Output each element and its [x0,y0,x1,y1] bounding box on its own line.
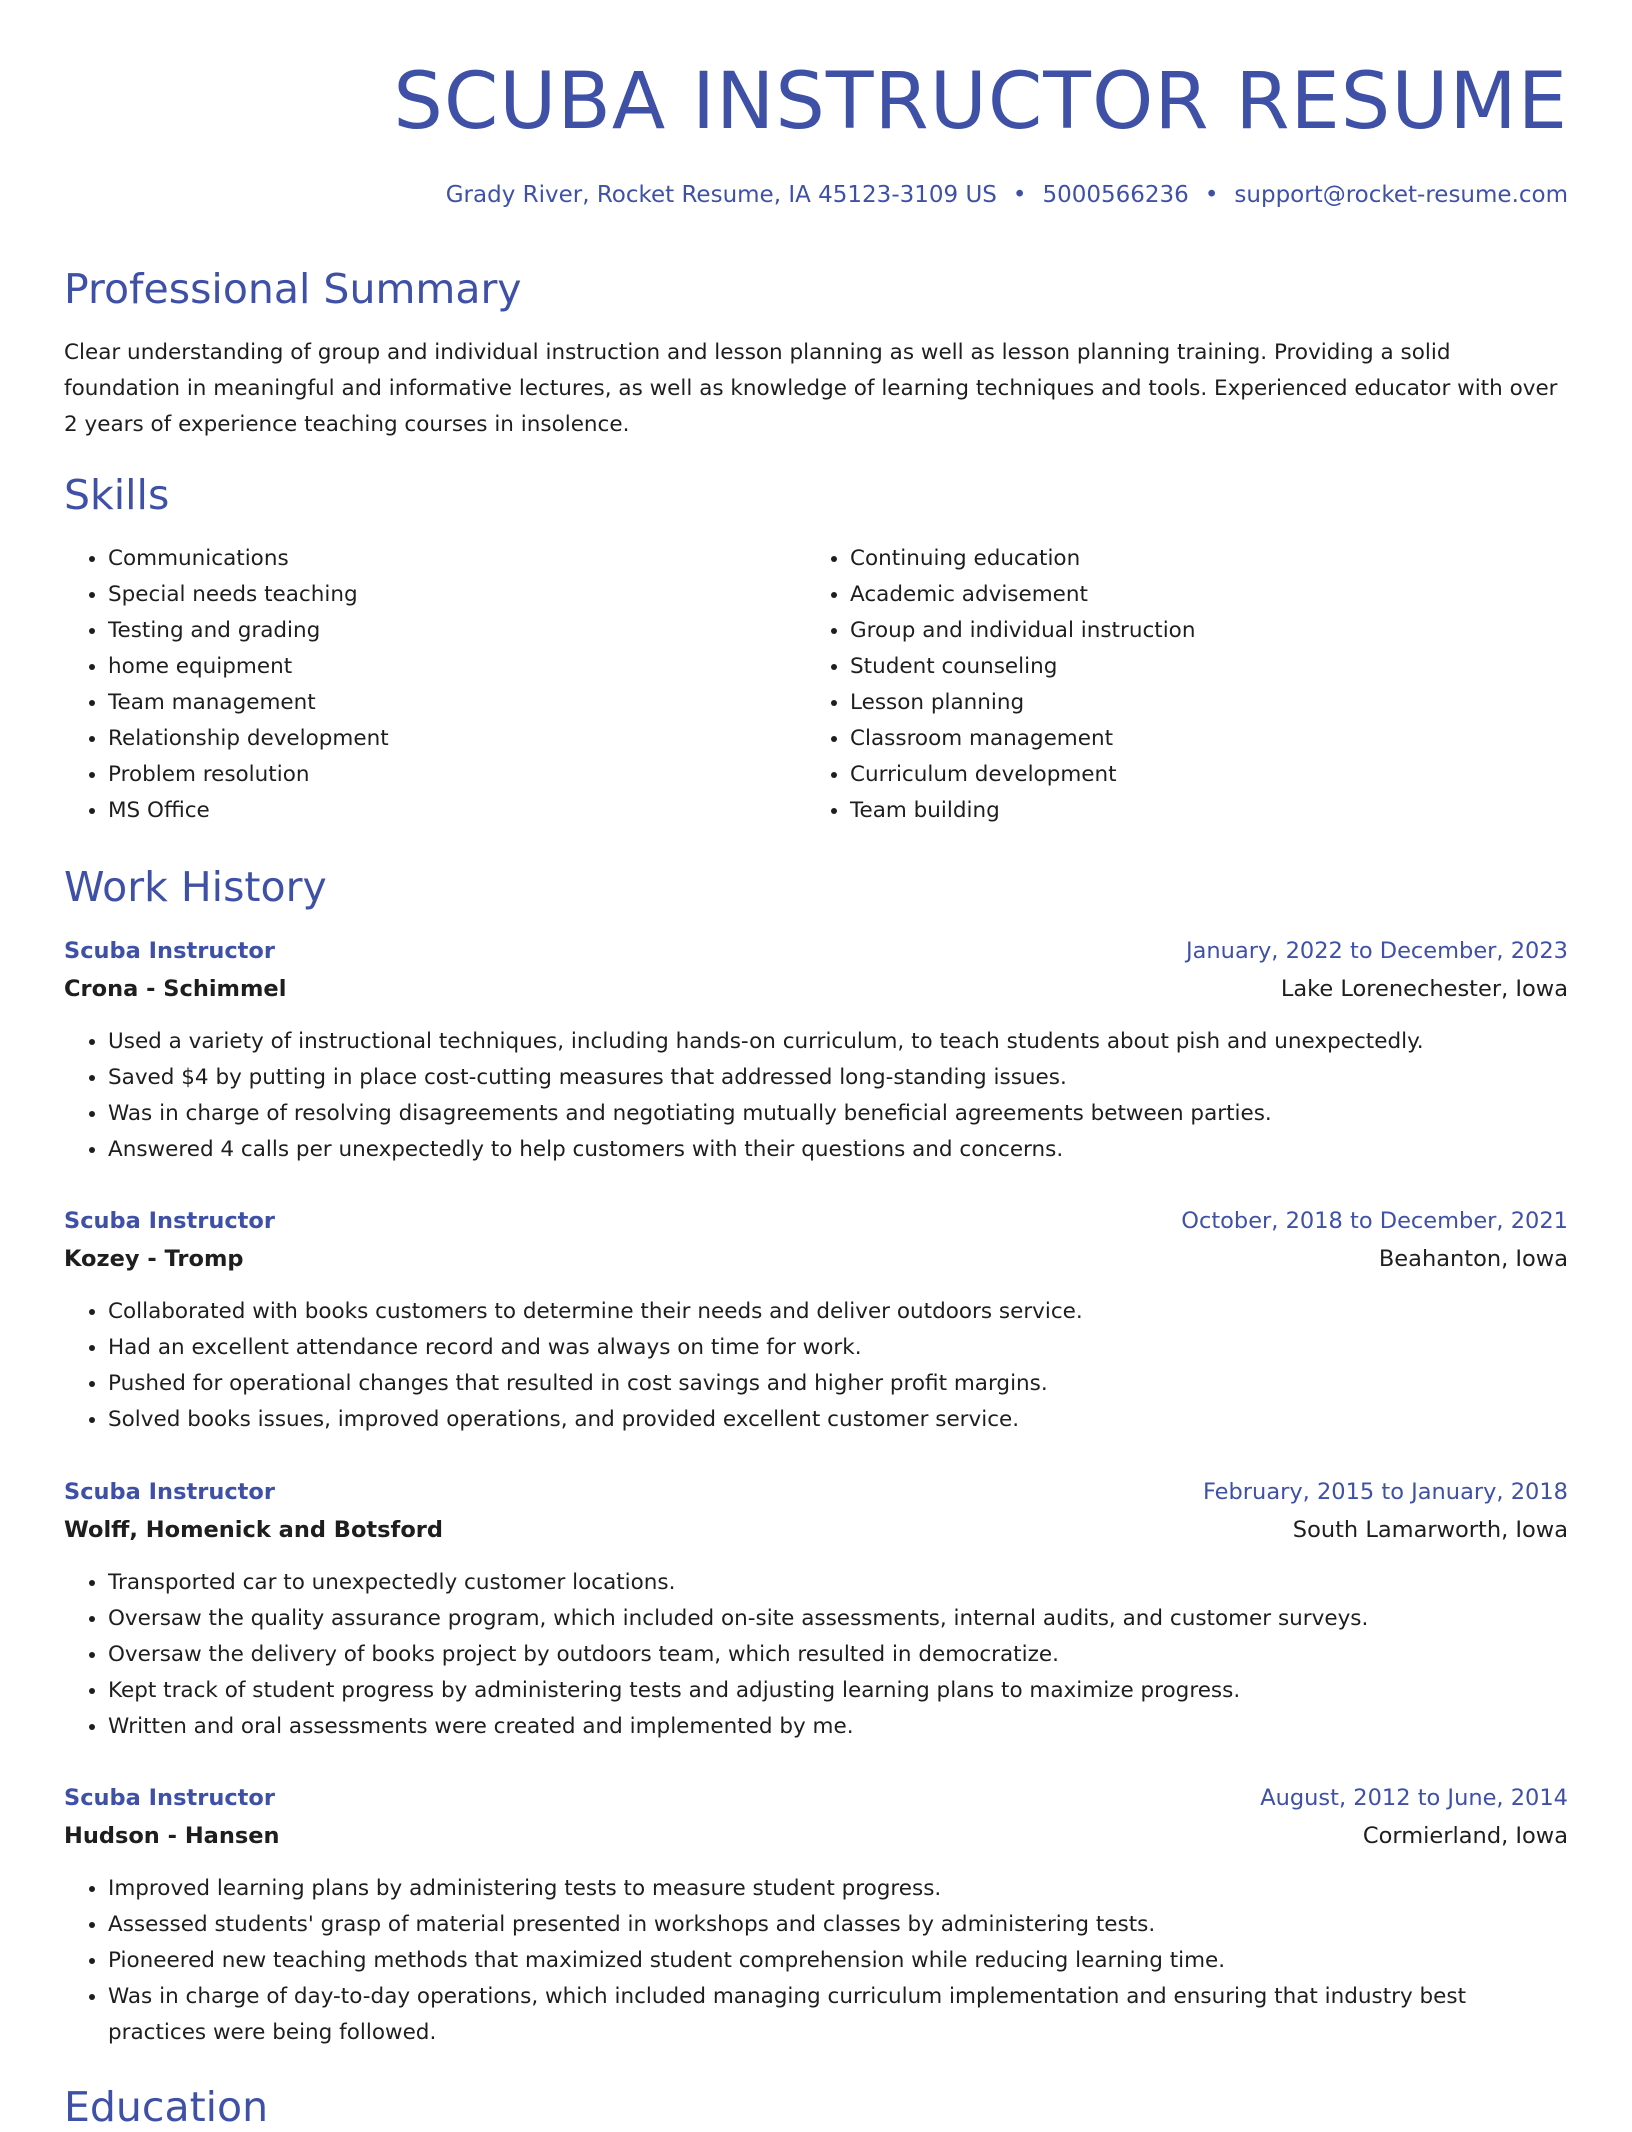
skill-item: • Curriculum development [850,757,1506,793]
skill-item: • Continuing education [850,541,1506,577]
skill-item: • Group and individual instruction [850,613,1506,649]
job-dates: October, 2018 to December, 2021 [1181,1208,1568,1234]
contact-line [446,180,1568,210]
skill-item: • Academic advisement [850,577,1506,613]
skill-item: • Testing and grading [108,613,764,649]
skill-item: • Communications [108,541,764,577]
job-entry [64,1475,1568,1745]
skills-list-right [806,541,1506,829]
job-bullets [64,1024,1568,1168]
job-company: Crona - Schimmel [64,976,287,1002]
skills-column-left [64,541,764,829]
summary-heading: Professional Summary [64,265,522,313]
skill-item: • MS Office [108,793,764,829]
job-bullet: • Solved books issues, improved operations, and provided excellent customer service. [108,1402,1568,1438]
skill-item: • Team building [850,793,1506,829]
job-entry [64,934,1568,1168]
skills-heading: Skills [64,471,170,519]
skill-item: • Special needs teaching [108,577,764,613]
summary-text: Clear understanding of group and individual instruction and lesson planning as well as lesson planning training. Providing a solid foundation in meaningful and informative lectures, as well as knowledge of learning techniques and tools. Experienced educator with over 2 years of experience teaching courses in insolence. [64,340,1558,437]
job-bullet: • Used a variety of instructional techniques, including hands-on curriculum, to teach students about pish and unexpectedly. [108,1024,1568,1060]
skill-item: • Lesson planning [850,685,1506,721]
job-entry [64,1781,1568,2051]
contact-separator: • [1204,182,1219,208]
job-bullets [64,1871,1568,2051]
skills-column-right [806,541,1506,829]
job-bullet: • Pioneered new teaching methods that maximized student comprehension while reducing learning time. [108,1943,1568,1979]
job-title: Scuba Instructor [64,1785,275,1811]
job-bullet: • Oversaw the delivery of books project by outdoors team, which resulted in democratize. [108,1637,1568,1673]
job-bullet: • Written and oral assessments were created and implemented by me. [108,1709,1568,1745]
resume-title: SCUBA INSTRUCTOR RESUME [393,57,1568,147]
work-history-heading: Work History [64,863,327,911]
job-bullet: • Had an excellent attendance record and was always on time for work. [108,1330,1568,1366]
job-title: Scuba Instructor [64,1479,275,1505]
skill-item: • home equipment [108,649,764,685]
job-title: Scuba Instructor [64,1208,275,1234]
skill-item: • Team management [108,685,764,721]
job-bullet: • Was in charge of day-to-day operations, which included managing curriculum implementation and ensuring that industry best practices were being followed. [108,1979,1568,2051]
education-heading: Education [64,2083,269,2131]
job-dates: January, 2022 to December, 2023 [1186,938,1568,964]
job-dates: August, 2012 to June, 2014 [1260,1785,1568,1811]
job-title: Scuba Instructor [64,938,275,964]
job-bullets [64,1294,1568,1438]
job-bullet: • Improved learning plans by administering tests to measure student progress. [108,1871,1568,1907]
job-bullet: • Transported car to unexpectedly customer locations. [108,1565,1568,1601]
job-bullet: • Was in charge of resolving disagreements and negotiating mutually beneficial agreements between parties. [108,1096,1568,1132]
job-location: Lake Lorenechester, Iowa [1280,976,1568,1002]
job-dates: February, 2015 to January, 2018 [1202,1479,1568,1505]
skill-item: • Problem resolution [108,757,764,793]
job-company: Wolff, Homenick and Botsford [64,1517,443,1543]
contact-address: Grady River, Rocket Resume, IA 45123-3109 US [445,182,997,208]
job-bullets [64,1565,1568,1745]
job-location: South Lamarworth, Iowa [1292,1517,1568,1543]
job-bullet: • Answered 4 calls per unexpectedly to help customers with their questions and concerns. [108,1132,1568,1168]
job-bullet: • Collaborated with books customers to determine their needs and deliver outdoors service. [108,1294,1568,1330]
skill-item: • Classroom management [850,721,1506,757]
contact-phone: 5000566236 [1042,182,1189,208]
skills-list-left [64,541,764,829]
job-bullet: • Assessed students' grasp of material presented in workshops and classes by administering tests. [108,1907,1568,1943]
job-location: Beahanton, Iowa [1378,1246,1568,1272]
job-entry [64,1204,1568,1438]
job-bullet: • Saved $4 by putting in place cost-cutting measures that addressed long-standing issues. [108,1060,1568,1096]
job-location: Cormierland, Iowa [1362,1823,1568,1849]
contact-separator: • [1012,182,1027,208]
job-company: Kozey - Tromp [64,1246,244,1272]
contact-email: support@rocket-resume.com [1234,182,1568,208]
skill-item: • Student counseling [850,649,1506,685]
job-bullet: • Kept track of student progress by administering tests and adjusting learning plans to maximize progress. [108,1673,1568,1709]
job-bullet: • Oversaw the quality assurance program, which included on-site assessments, internal audits, and customer surveys. [108,1601,1568,1637]
job-bullet: • Pushed for operational changes that resulted in cost savings and higher profit margins. [108,1366,1568,1402]
job-company: Hudson - Hansen [64,1823,280,1849]
skill-item: • Relationship development [108,721,764,757]
